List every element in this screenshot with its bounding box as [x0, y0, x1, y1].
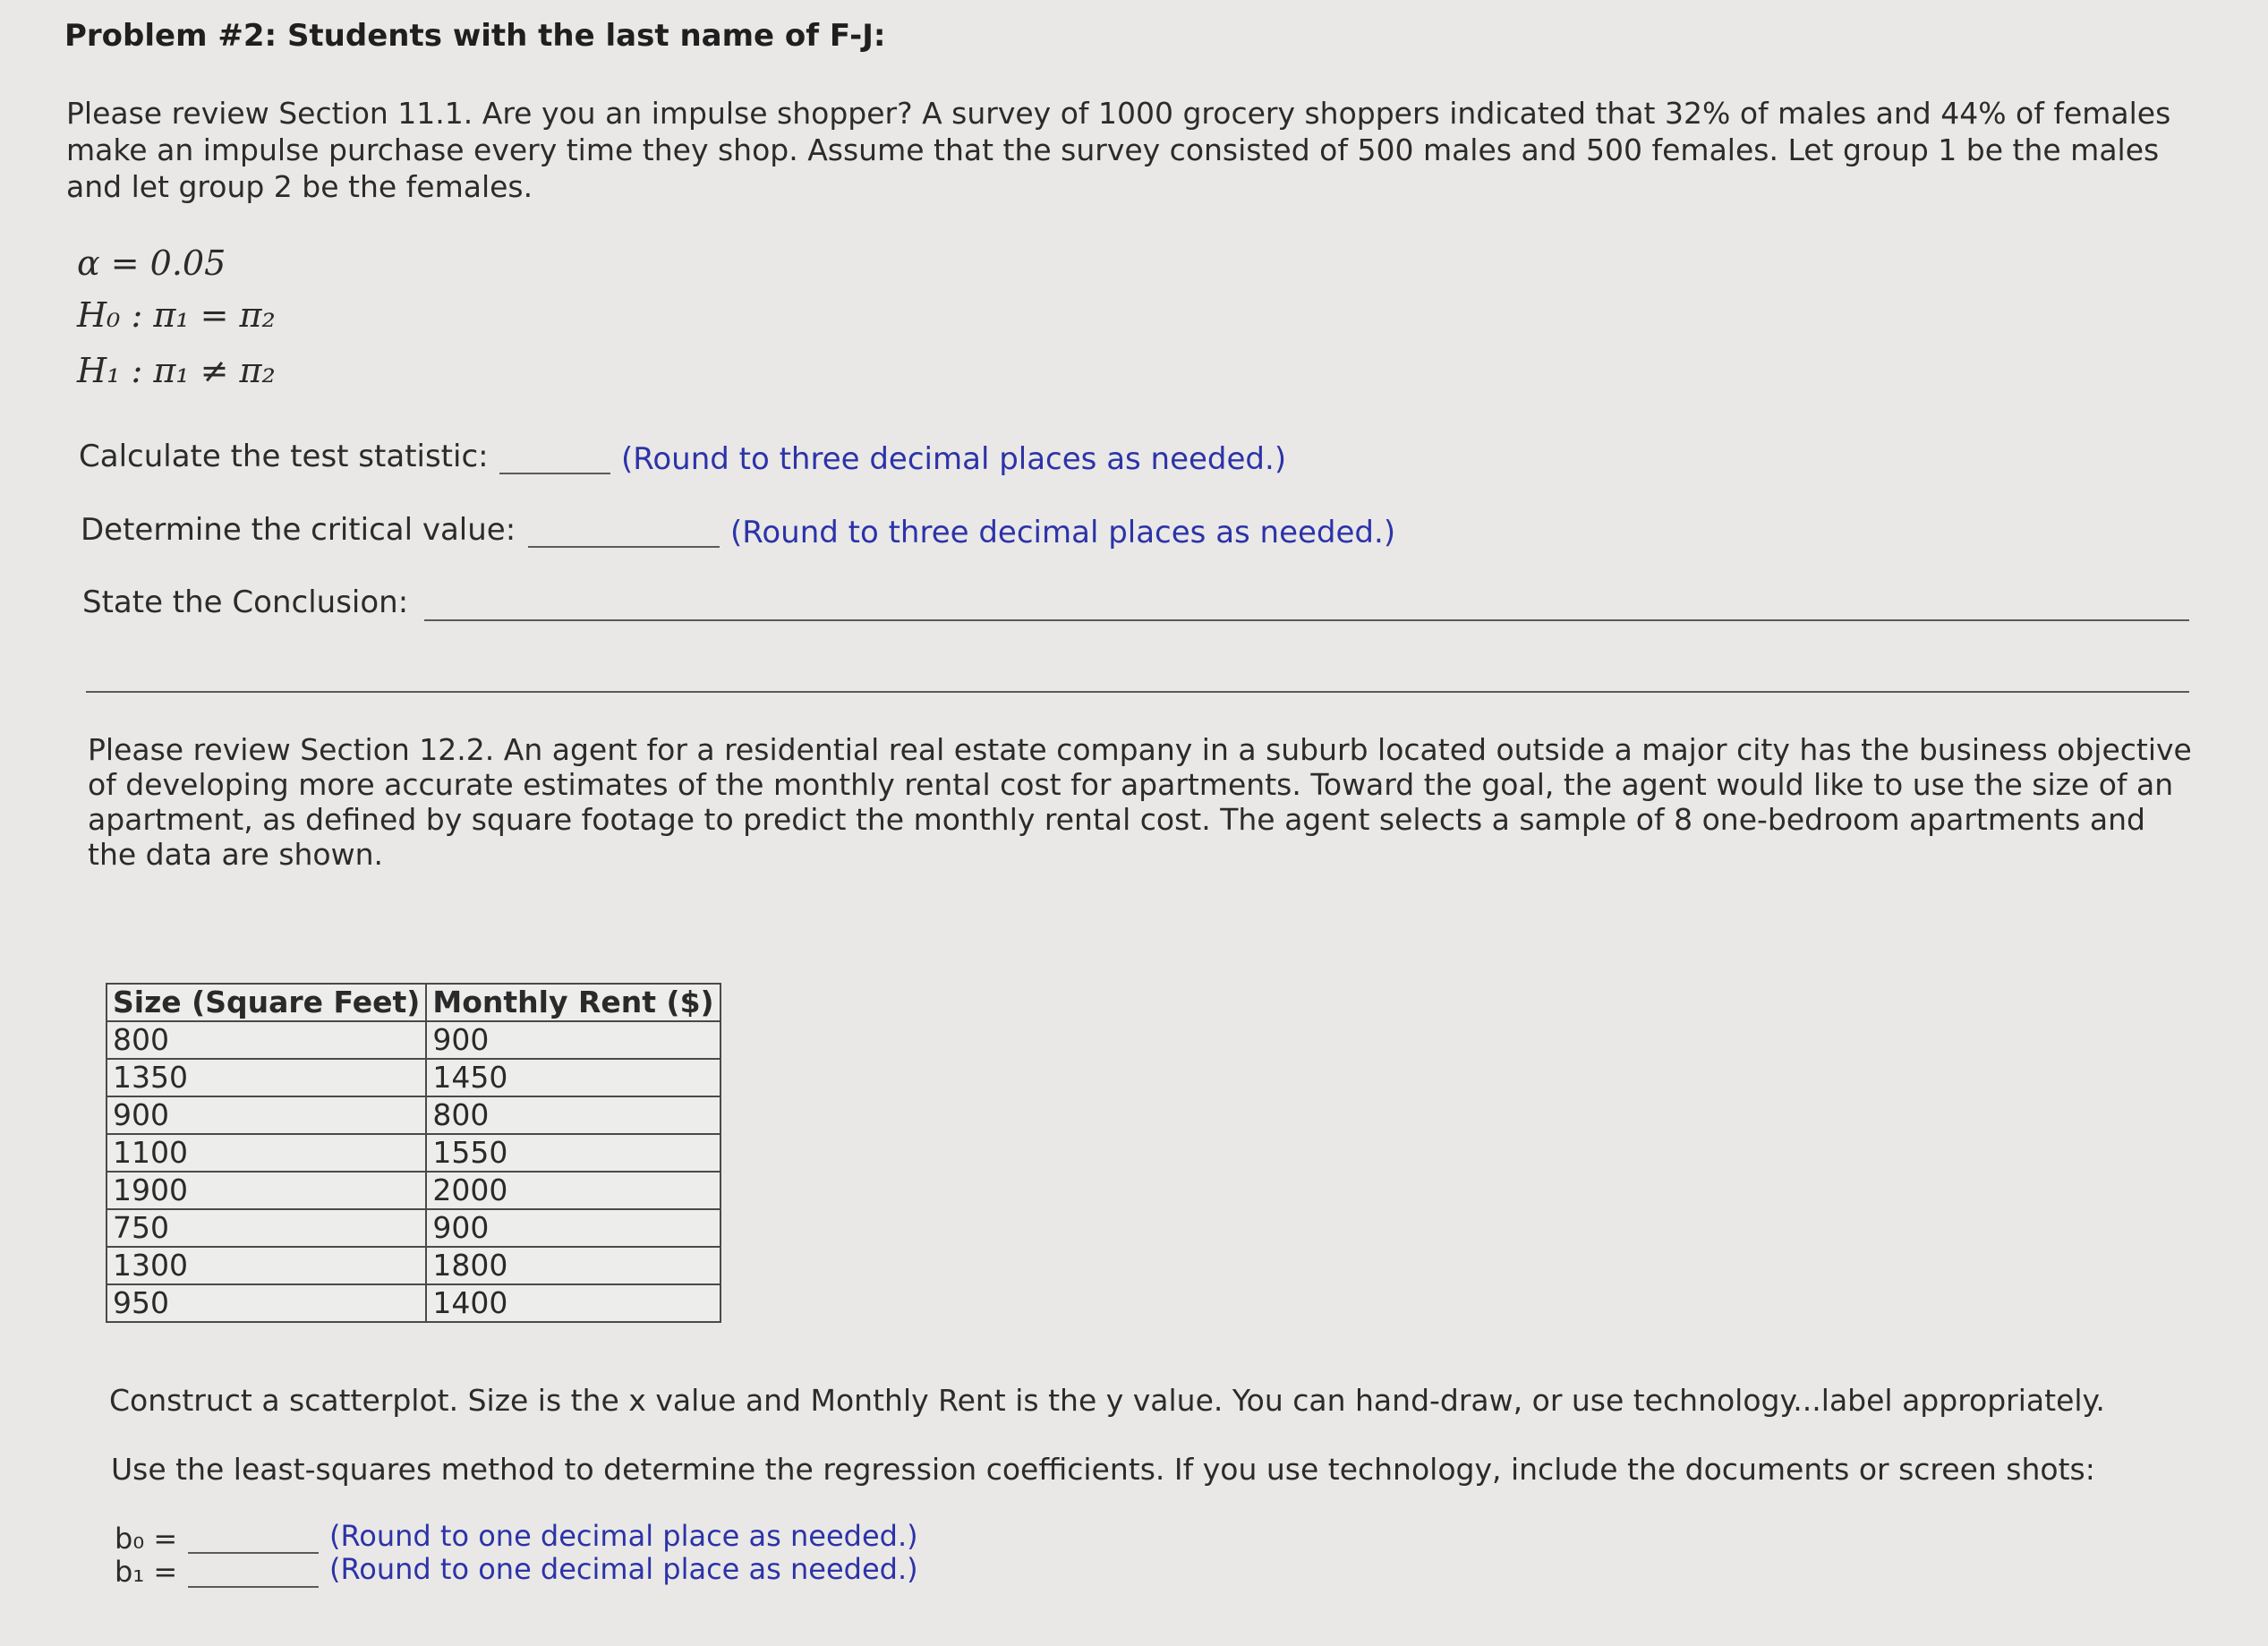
problem2-paragraph: Please review Section 12.2. An agent for a residential real estate company in a suburb located outside a major city has the business objective of developing more accurate estimates of the monthly rental cost for apartments. Toward the goal, the agent would like to use the size of an apartment, as defined by square footage to predict the monthly rental cost. The agent selects a sample of 8 one-bedroom apartments and the data are shown.	[88, 732, 2192, 872]
rent-cell: 2000	[426, 1172, 720, 1209]
null-hypothesis: H₀ : π₁ = π₂	[77, 295, 276, 335]
b0-blank[interactable]	[188, 1552, 319, 1554]
critical-value-label: Determine the critical value:	[81, 512, 516, 548]
test-statistic-label: Calculate the test statistic:	[79, 439, 489, 474]
table-header-row	[107, 984, 720, 1021]
size-cell: 950	[107, 1284, 426, 1322]
table-row	[107, 1096, 720, 1134]
size-cell: 1900	[107, 1172, 426, 1209]
b0-label: b₀ =	[115, 1522, 178, 1556]
rent-cell: 1450	[426, 1059, 720, 1096]
b1-hint: (Round to one decimal place as needed.)	[329, 1552, 918, 1586]
table-row	[107, 1021, 720, 1059]
table-row	[107, 1247, 720, 1284]
table-row	[107, 1134, 720, 1172]
b1-label: b₁ =	[115, 1555, 178, 1589]
size-cell: 1300	[107, 1247, 426, 1284]
problem1-paragraph: Please review Section 11.1. Are you an impulse shopper? A survey of 1000 grocery shoppers indicated that 32% of males and 44% of females make an impulse purchase every time they shop. Assume that the survey consisted of 500 males and 500 females. Let group 1 be the males and let group 2 be the females.	[66, 96, 2171, 204]
alpha-value: α = 0.05	[77, 243, 226, 283]
page-title: Problem #2: Students with the last name of F-J:	[64, 18, 886, 54]
conclusion-label: State the Conclusion:	[82, 584, 409, 620]
test-statistic-hint: (Round to three decimal places as needed.)	[621, 441, 1287, 477]
rent-column-header: Monthly Rent ($)	[426, 984, 720, 1021]
regression-instruction: Use the least-squares method to determine the regression coefficients. If you use technology, include the documents or screen shots:	[111, 1452, 2095, 1487]
conclusion-blank-line-2[interactable]	[86, 691, 2189, 693]
table-row	[107, 1209, 720, 1247]
table-row	[107, 1172, 720, 1209]
rent-cell: 900	[426, 1021, 720, 1059]
test-statistic-blank[interactable]	[499, 473, 610, 474]
size-column-header: Size (Square Feet)	[107, 984, 426, 1021]
size-cell: 800	[107, 1021, 426, 1059]
critical-value-hint: (Round to three decimal places as needed.)	[730, 515, 1396, 550]
table-row	[107, 1284, 720, 1322]
rent-data-table	[106, 983, 721, 1323]
table-row	[107, 1059, 720, 1096]
size-cell: 1350	[107, 1059, 426, 1096]
b0-hint: (Round to one decimal place as needed.)	[329, 1519, 918, 1553]
size-cell: 1100	[107, 1134, 426, 1172]
rent-cell: 1550	[426, 1134, 720, 1172]
rent-cell: 800	[426, 1096, 720, 1134]
critical-value-blank[interactable]	[528, 546, 720, 548]
conclusion-blank-line-1[interactable]	[424, 619, 2189, 621]
scatterplot-instruction: Construct a scatterplot. Size is the x value and Monthly Rent is the y value. You can hand-draw, or use technology...label appropriately.	[109, 1383, 2105, 1418]
size-cell: 750	[107, 1209, 426, 1247]
b1-blank[interactable]	[188, 1586, 319, 1588]
alternative-hypothesis: H₁ : π₁ ≠ π₂	[77, 351, 276, 390]
size-cell: 900	[107, 1096, 426, 1134]
rent-cell: 1400	[426, 1284, 720, 1322]
rent-cell: 1800	[426, 1247, 720, 1284]
rent-cell: 900	[426, 1209, 720, 1247]
